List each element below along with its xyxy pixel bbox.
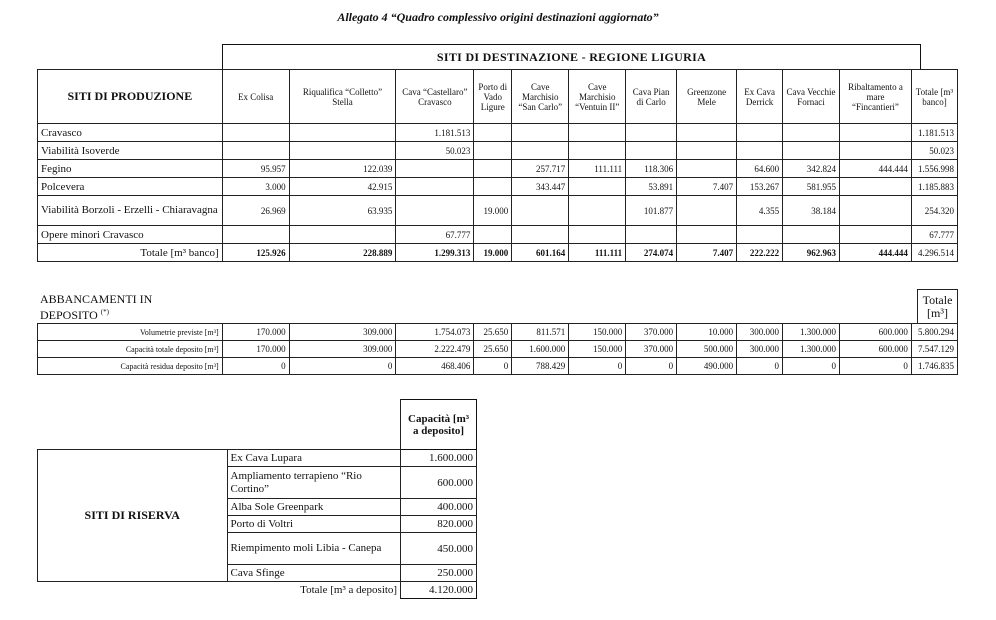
- cell: 0: [569, 358, 626, 375]
- cell: 1.600.000: [512, 341, 569, 358]
- cell: [396, 196, 474, 226]
- cell: 95.957: [222, 160, 289, 178]
- cell: 1.300.000: [783, 324, 840, 341]
- row-label: Cava Sfinge: [227, 565, 401, 582]
- cell: [289, 124, 396, 142]
- abbancamenti-total-header-box: [917, 289, 958, 324]
- cell: [677, 142, 737, 160]
- row-label: Viabilità Isoverde: [38, 142, 223, 160]
- cell: 0: [222, 358, 289, 375]
- col-header: Cava Pian di Carlo: [626, 70, 677, 124]
- row-total: 5.800.294: [911, 324, 957, 341]
- cell: 2.222.479: [396, 341, 474, 358]
- cell: 0: [626, 358, 677, 375]
- cell: [222, 226, 289, 244]
- cell: 0: [783, 358, 840, 375]
- cell: [677, 196, 737, 226]
- cell: 1.300.000: [783, 341, 840, 358]
- total-col-header: Totale [m³ banco]: [911, 70, 957, 124]
- cell: 309.000: [289, 324, 396, 341]
- cell: [783, 124, 840, 142]
- cell: 53.891: [626, 178, 677, 196]
- cell: [474, 178, 512, 196]
- cell: 101.877: [626, 196, 677, 226]
- capacity-header: Capacità [m³ a deposito]: [401, 400, 477, 450]
- cell: [626, 142, 677, 160]
- col-header: Cave Marchisio “Ventuin II”: [569, 70, 626, 124]
- cell: 63.935: [289, 196, 396, 226]
- cell: 343.447: [512, 178, 569, 196]
- cell: 250.000: [401, 565, 477, 582]
- total-row-label: Totale [m³ banco]: [38, 244, 223, 262]
- riserva-header-row: [38, 400, 477, 450]
- riserva-total: 4.120.000: [401, 582, 477, 599]
- cell: 64.600: [737, 160, 783, 178]
- total-cell: 222.222: [737, 244, 783, 262]
- row-label: Opere minori Cravasco: [38, 226, 223, 244]
- table-row: [38, 160, 958, 178]
- cell: 42.915: [289, 178, 396, 196]
- cell: [512, 196, 569, 226]
- total-cell: 1.299.313: [396, 244, 474, 262]
- cell: [222, 124, 289, 142]
- cell: 300.000: [737, 324, 783, 341]
- table-row: [38, 358, 958, 375]
- cell: 0: [474, 358, 512, 375]
- cell: [474, 226, 512, 244]
- cell: [839, 226, 911, 244]
- cell: [737, 142, 783, 160]
- row-label: Cravasco: [38, 124, 223, 142]
- table-row: [38, 450, 477, 467]
- cell: 600.000: [840, 341, 912, 358]
- cell: [783, 226, 840, 244]
- cell: [626, 226, 677, 244]
- cell: [569, 124, 626, 142]
- total-cell: 601.164: [512, 244, 569, 262]
- cell: 0: [289, 358, 396, 375]
- row-label: Viabilità Borzoli - Erzelli - Chiaravagna: [38, 196, 223, 226]
- document-title: Allegato 4 “Quadro complessivo origini destinazioni aggiornato”: [337, 10, 659, 24]
- cell: [396, 178, 474, 196]
- cell: 257.717: [512, 160, 569, 178]
- cell: [474, 160, 512, 178]
- cell: 500.000: [677, 341, 737, 358]
- row-label: Alba Sole Greenpark: [227, 499, 401, 516]
- riserva-header: SITI DI RISERVA: [38, 450, 228, 582]
- col-header: Ex Colisa: [222, 70, 289, 124]
- abbancamenti-title-line2: DEPOSITO: [40, 308, 98, 322]
- col-header: Ribaltamento a mare “Fincantieri”: [839, 70, 911, 124]
- cell: [569, 196, 626, 226]
- cell: [737, 226, 783, 244]
- table-row: [38, 341, 958, 358]
- row-label: Porto di Voltri: [227, 516, 401, 533]
- cell: [677, 160, 737, 178]
- row-total: 50.023: [911, 142, 957, 160]
- cell: 150.000: [569, 341, 626, 358]
- cell: 150.000: [569, 324, 626, 341]
- total-cell: 274.074: [626, 244, 677, 262]
- cell: 10.000: [677, 324, 737, 341]
- cell: [289, 142, 396, 160]
- cell: 67.777: [396, 226, 474, 244]
- cell: 153.267: [737, 178, 783, 196]
- col-header: Porto di Vado Ligure: [474, 70, 512, 124]
- row-label: Ex Cava Lupara: [227, 450, 401, 467]
- table-row: [38, 178, 958, 196]
- cell: [474, 142, 512, 160]
- col-header: Cava Vecchie Fornaci: [783, 70, 840, 124]
- cell: [512, 142, 569, 160]
- grand-total: 4.296.514: [911, 244, 957, 262]
- row-total: 67.777: [911, 226, 957, 244]
- cell: [512, 226, 569, 244]
- cell: [222, 142, 289, 160]
- cell: 342.824: [783, 160, 840, 178]
- cell: [783, 142, 840, 160]
- cell: 25.650: [474, 324, 512, 341]
- cell: 19.000: [474, 196, 512, 226]
- cell: 25.650: [474, 341, 512, 358]
- col-header: Cave Marchisio “San Carlo”: [512, 70, 569, 124]
- total-row: [38, 244, 958, 262]
- cell: 7.407: [677, 178, 737, 196]
- row-total: 254.320: [911, 196, 957, 226]
- abbancamenti-title: [40, 293, 152, 322]
- cell: [569, 226, 626, 244]
- row-total: 7.547.129: [911, 341, 957, 358]
- cell: [839, 178, 911, 196]
- row-total: 1.746.835: [911, 358, 957, 375]
- cell: 370.000: [626, 324, 677, 341]
- col-header: Ex Cava Derrick: [737, 70, 783, 124]
- cell: [289, 226, 396, 244]
- cell: [626, 124, 677, 142]
- col-header: Riqualifica “Colletto” Stella: [289, 70, 396, 124]
- total-cell: 125.926: [222, 244, 289, 262]
- cell: 450.000: [401, 533, 477, 565]
- table-row: [38, 142, 958, 160]
- cell: [839, 124, 911, 142]
- cell: 111.111: [569, 160, 626, 178]
- table-row: [38, 124, 958, 142]
- cell: 788.429: [512, 358, 569, 375]
- cell: 26.969: [222, 196, 289, 226]
- cell: 1.181.513: [396, 124, 474, 142]
- total-cell: 228.889: [289, 244, 396, 262]
- cell: 370.000: [626, 341, 677, 358]
- cell: 0: [840, 358, 912, 375]
- row-label: Polcevera: [38, 178, 223, 196]
- cell: [512, 124, 569, 142]
- cell: 820.000: [401, 516, 477, 533]
- total-cell: 444.444: [839, 244, 911, 262]
- cell: 444.444: [839, 160, 911, 178]
- cell: 1.754.073: [396, 324, 474, 341]
- cell: 50.023: [396, 142, 474, 160]
- cell: 170.000: [222, 341, 289, 358]
- total-cell: 7.407: [677, 244, 737, 262]
- production-header: SITI DI PRODUZIONE: [38, 70, 223, 124]
- cell: 118.306: [626, 160, 677, 178]
- table-row: [38, 226, 958, 244]
- abbancamenti-table: [37, 323, 958, 375]
- cell: 3.000: [222, 178, 289, 196]
- riserva-table: [37, 399, 477, 599]
- cell: 38.184: [783, 196, 840, 226]
- cell: [839, 142, 911, 160]
- total-cell: 111.111: [569, 244, 626, 262]
- cell: 309.000: [289, 341, 396, 358]
- total-cell: 962.963: [783, 244, 840, 262]
- table-row: [38, 324, 958, 341]
- cell: 468.406: [396, 358, 474, 375]
- cell: [677, 226, 737, 244]
- row-total: 1.181.513: [911, 124, 957, 142]
- cell: 0: [737, 358, 783, 375]
- table-row: [38, 196, 958, 226]
- abbancamenti-note: (*): [100, 308, 109, 316]
- cell: [396, 160, 474, 178]
- cell: [737, 124, 783, 142]
- total-cell: 19.000: [474, 244, 512, 262]
- cell: 600.000: [401, 467, 477, 499]
- riserva-total-row: [38, 582, 477, 599]
- cell: 4.355: [737, 196, 783, 226]
- cell: [569, 178, 626, 196]
- destination-header: SITI DI DESTINAZIONE - REGIONE LIGURIA: [222, 44, 921, 69]
- production-table: [37, 69, 958, 262]
- cell: 581.955: [783, 178, 840, 196]
- row-label: Riempimento moli Libia - Canepa: [227, 533, 401, 565]
- cell: [474, 124, 512, 142]
- row-label: Volumetrie previste [m³]: [38, 324, 223, 341]
- cell: 170.000: [222, 324, 289, 341]
- row-label: Fegino: [38, 160, 223, 178]
- row-total: 1.556.998: [911, 160, 957, 178]
- production-header-row: [38, 70, 958, 124]
- cell: [677, 124, 737, 142]
- cell: 1.600.000: [401, 450, 477, 467]
- abbancamenti-total-header: Totale [m³]: [918, 290, 958, 324]
- row-label: Capacità totale deposito [m³]: [38, 341, 223, 358]
- riserva-total-label: Totale [m³ a deposito]: [227, 582, 401, 599]
- abbancamenti-title-line1: ABBANCAMENTI IN: [40, 292, 153, 306]
- row-label: Ampliamento terrapieno “Rio Cortino”: [227, 467, 401, 499]
- cell: 122.039: [289, 160, 396, 178]
- cell: [569, 142, 626, 160]
- cell: 400.000: [401, 499, 477, 516]
- cell: [839, 196, 911, 226]
- cell: 300.000: [737, 341, 783, 358]
- col-header: Cava “Castellaro” Cravasco: [396, 70, 474, 124]
- cell: 490.000: [677, 358, 737, 375]
- row-label: Capacità residua deposito [m³]: [38, 358, 223, 375]
- col-header: Greenzone Mele: [677, 70, 737, 124]
- cell: 600.000: [840, 324, 912, 341]
- row-total: 1.185.883: [911, 178, 957, 196]
- cell: 811.571: [512, 324, 569, 341]
